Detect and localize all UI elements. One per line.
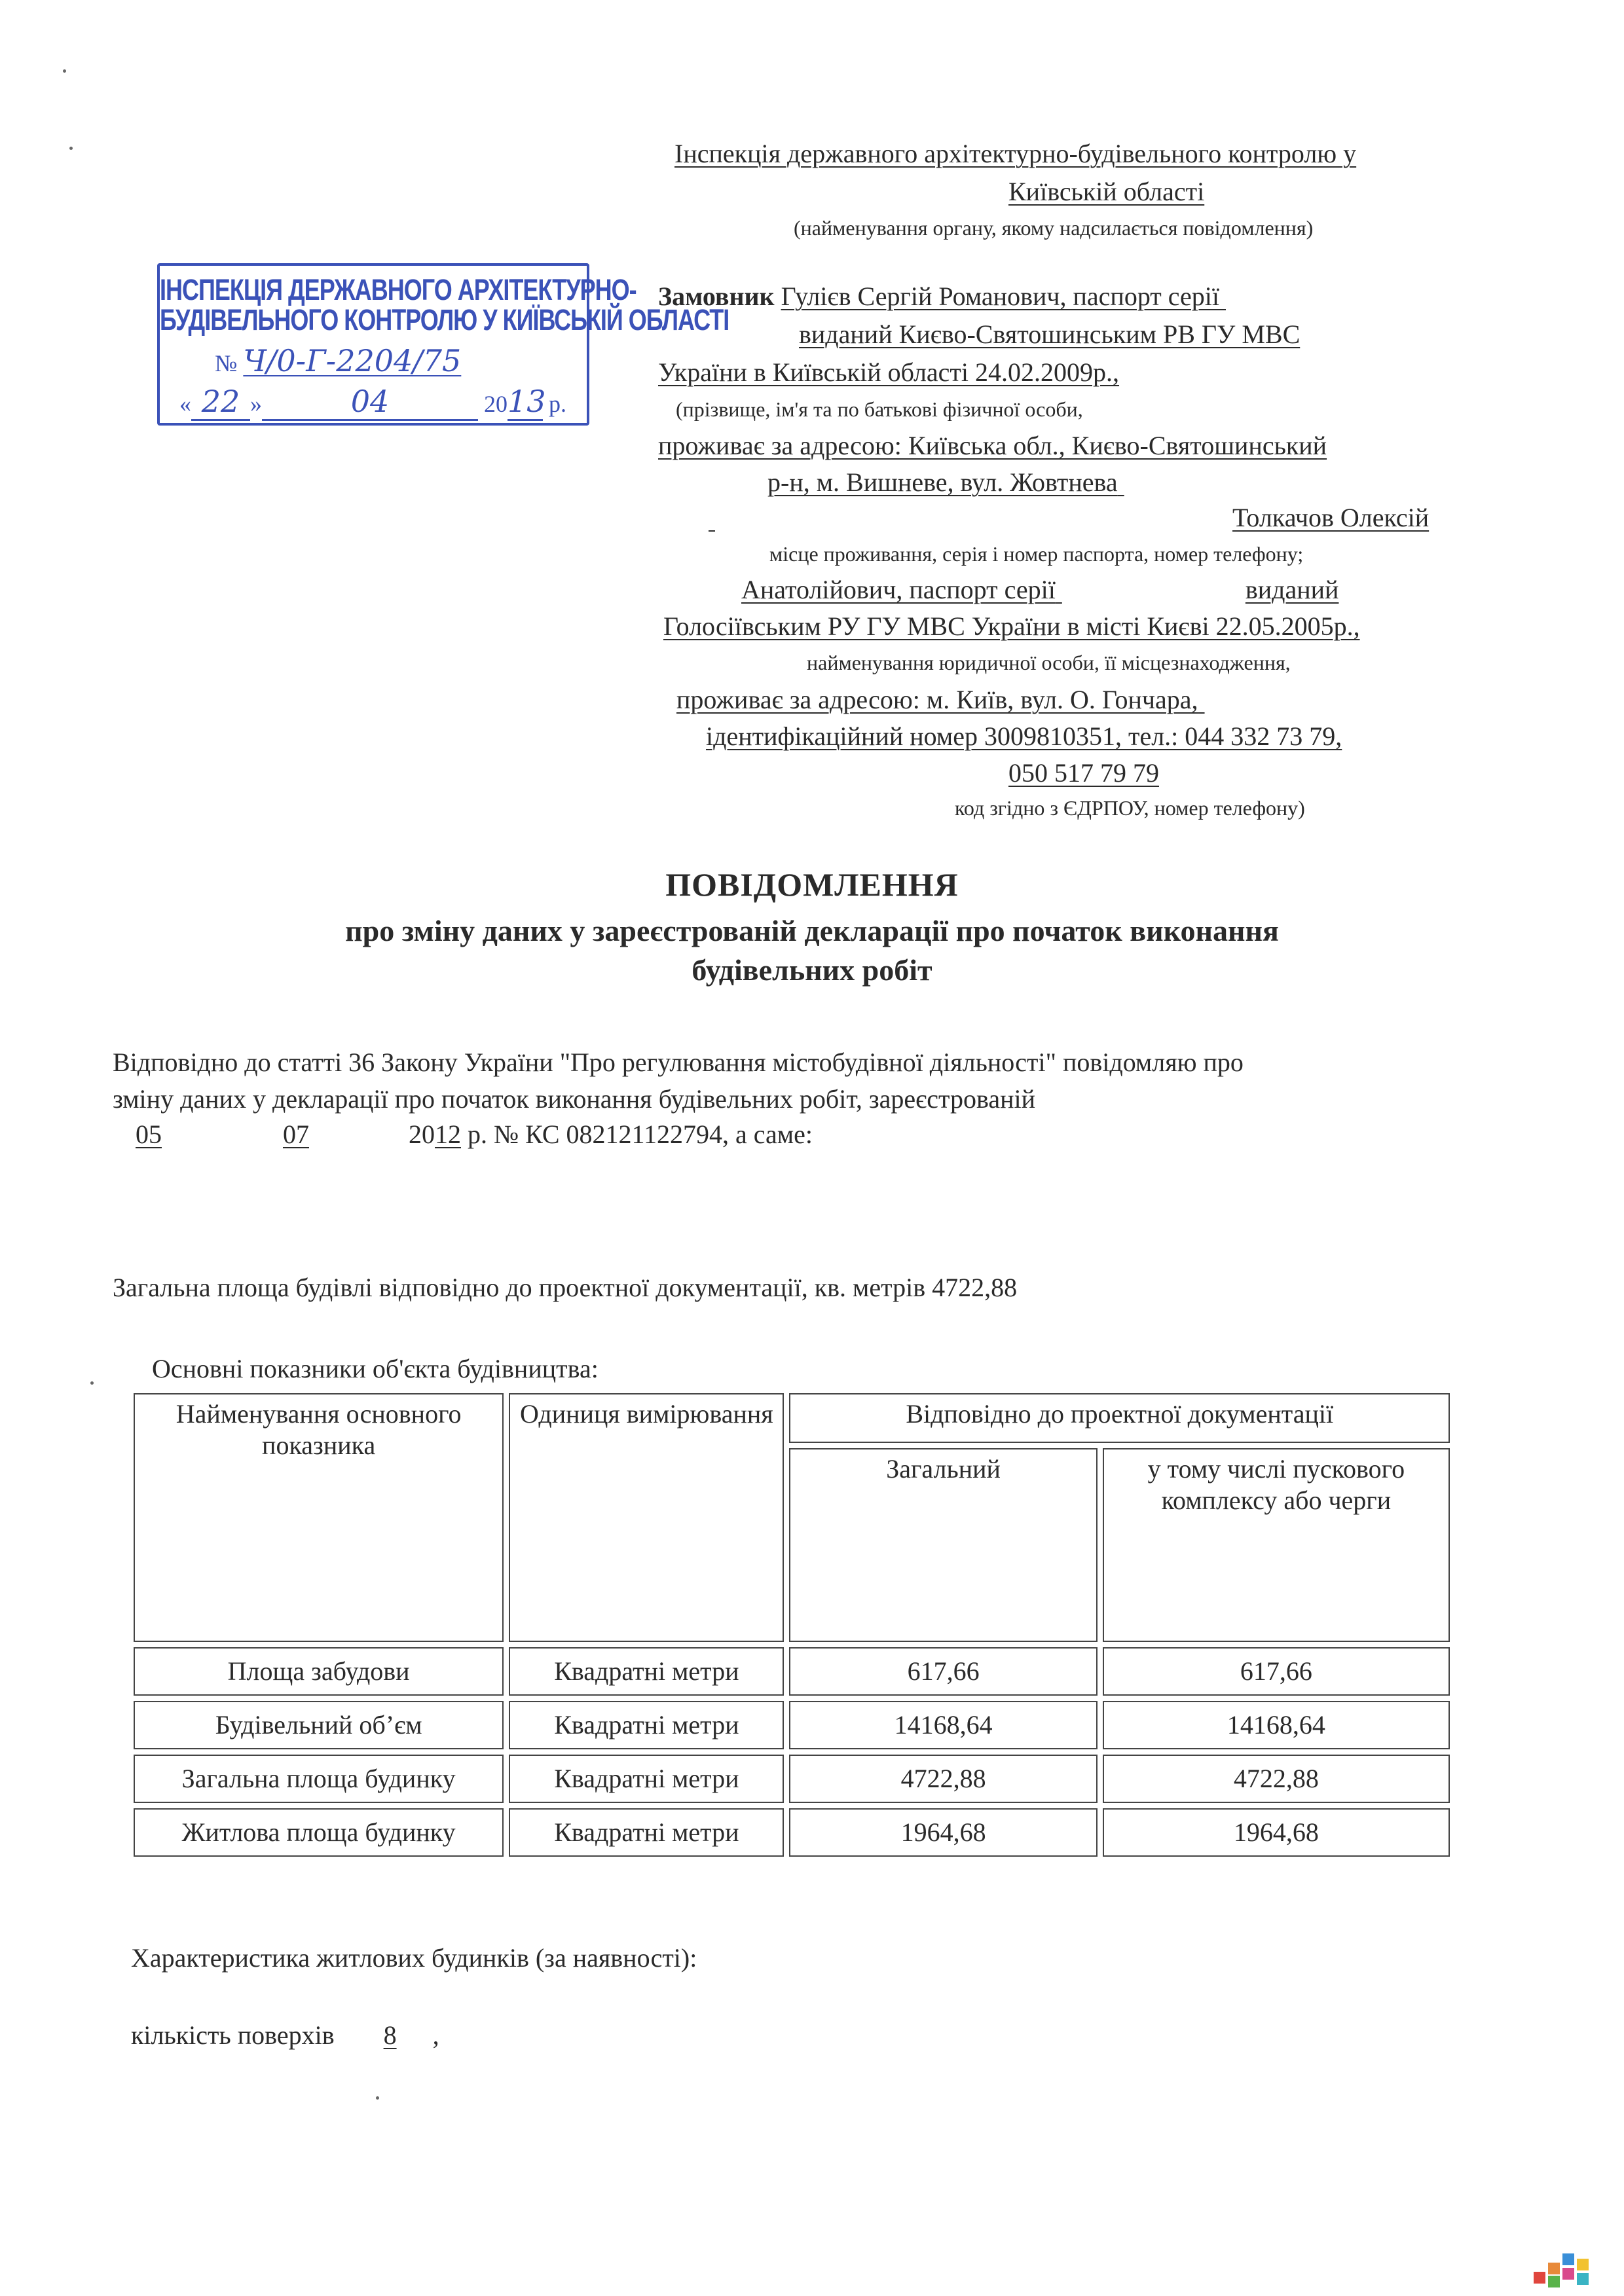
reg-month: 07 (283, 1120, 309, 1149)
watermark-logo (1534, 2253, 1599, 2287)
customer-issued: виданий Києво-Святошинським РВ ГУ МВС (799, 319, 1301, 349)
row-total: 1964,68 (789, 1808, 1097, 1857)
customer-caption4: код згідно з ЄДРПОУ, номер телефону) (955, 796, 1305, 820)
row-total: 4722,88 (789, 1755, 1097, 1803)
stamp-year-prefix: 20 (484, 391, 507, 417)
stamp-line2: БУДІВЕЛЬНОГО КОНТРОЛЮ У КИЇВСЬКІЙ ОБЛАСТІ (160, 302, 729, 337)
scan-speck (90, 1381, 94, 1385)
stamp-year-end: р. (549, 391, 566, 417)
reg-year-suffix: 12 (435, 1120, 461, 1149)
header-complex: у тому числі пускового комплексу або черги (1103, 1448, 1450, 1642)
scan-speck (63, 69, 66, 73)
customer-caption1: (прізвище, ім'я та по батькові фізичної особи, (676, 397, 1083, 421)
housing-title: Характеристика житлових будинків (за наявності): (131, 1943, 697, 1973)
reg-year-prefix: 20 (409, 1120, 435, 1149)
floors-line (131, 2019, 439, 2052)
row-complex: 4722,88 (1103, 1755, 1450, 1803)
customer2-address: проживає за адресою: м. Київ, вул. О. Гончара, (676, 685, 1198, 714)
customer-line1 (658, 280, 1278, 313)
customer-name: Гулієв Сергій Романович, паспорт серії (781, 282, 1219, 311)
header-name: Найменування основного показника (134, 1393, 504, 1642)
customer-line5 (767, 466, 1334, 499)
row-complex: 617,66 (1103, 1647, 1450, 1696)
table-row (134, 1808, 1450, 1857)
floors-value: 8 (383, 2020, 397, 2050)
body-paragraph-line1: Відповідно до статті 36 Закону України "Про регулювання містобудівної діяльності" повідомляю про (113, 1048, 1244, 1077)
table-row (134, 1701, 1450, 1749)
row-unit: Квадратні метри (509, 1647, 784, 1696)
customer-line8: Голосіївським РУ ГУ МВС України в місті Києві 22.05.2005р., (663, 611, 1360, 641)
body-paragraph-line2: зміну даних у декларації про початок виконання будівельних робіт, зареєстрованій (113, 1084, 1036, 1114)
recipient-line1: Інспекція державного архітектурно-будівельного контролю у (674, 139, 1357, 168)
customer-line3: України в Київській області 24.02.2009р., (658, 357, 1120, 387)
customer-caption2: місце проживання, серія і номер паспорта, номер телефону; (769, 542, 1304, 566)
customer-caption3: найменування юридичної особи, її місцезнаходження, (807, 651, 1291, 674)
stamp-year-suffix: 13 (507, 384, 543, 421)
stamp-month: 04 (262, 384, 478, 421)
stamp-day: 22 (191, 384, 250, 421)
row-unit: Квадратні метри (509, 1755, 784, 1803)
reg-rest: р. № КС 082121122794, а саме: (461, 1120, 813, 1149)
scan-speck (376, 2096, 379, 2100)
document-title: ПОВІДОМЛЕННЯ (665, 866, 959, 903)
row-complex: 1964,68 (1103, 1808, 1450, 1857)
row-name: Площа забудови (134, 1647, 504, 1696)
row-name: Будівельний об’єм (134, 1701, 504, 1749)
reg-day: 05 (136, 1120, 162, 1149)
customer-line6 (709, 501, 1429, 534)
scan-speck (69, 147, 73, 150)
registration-date-line (113, 1118, 813, 1151)
customer-address-street: р-н, м. Вишневе, вул. Жовтнева (767, 467, 1118, 497)
stamp-num-prefix: № (215, 350, 238, 376)
customer-line11: 050 517 79 79 (1008, 758, 1159, 788)
customer-line9 (676, 683, 1395, 716)
table-row (134, 1647, 1450, 1696)
customer2-passport: Анатолійович, паспорт серії (741, 575, 1056, 604)
header-project: Відповідно до проектної документації (789, 1393, 1450, 1443)
customer-line4: проживає за адресою: Київська обл., Києво-Святошинський (658, 431, 1327, 460)
customer2-issued: виданий (1245, 575, 1339, 604)
stamp-date: « 22 » 04 2013 р. (179, 384, 566, 421)
row-unit: Квадратні метри (509, 1701, 784, 1749)
document-subtitle-1: про зміну даних у зареєстрованій декларації про початок виконання (345, 914, 1279, 947)
customer2-surname: Толкачов Олексій (1232, 503, 1430, 532)
stamp-number (215, 343, 461, 378)
indicators-table (128, 1388, 1455, 1862)
recipient-line2: Київській області (1008, 177, 1205, 206)
row-name: Загальна площа будинку (134, 1755, 504, 1803)
recipient-caption: (найменування органу, якому надсилається повідомлення) (794, 216, 1314, 240)
stamp-number-value: Ч/0-Г-2204/75 (243, 343, 462, 378)
customer-line7 (741, 574, 1338, 606)
table-row (134, 1755, 1450, 1803)
row-total: 14168,64 (789, 1701, 1097, 1749)
row-total: 617,66 (789, 1647, 1097, 1696)
floors-label: кількість поверхів (131, 2020, 335, 2050)
row-unit: Квадратні метри (509, 1808, 784, 1857)
header-total: Загальний (789, 1448, 1097, 1642)
total-area-line: Загальна площа будівлі відповідно до проектної документації, кв. метрів 4722,88 (113, 1273, 1018, 1302)
row-complex: 14168,64 (1103, 1701, 1450, 1749)
floors-end: , (432, 2020, 439, 2050)
customer-line10: ідентифікаційний номер 3009810351, тел.: 044 332 73 79, (706, 721, 1342, 751)
customer-line2 (658, 318, 1300, 351)
indicators-title: Основні показники об'єкта будівництва: (152, 1354, 599, 1383)
document-subtitle-2: будівельних робіт (692, 953, 932, 987)
table-header-row (134, 1393, 1450, 1443)
customer-label: Замовник (658, 282, 775, 311)
row-name: Житлова площа будинку (134, 1808, 504, 1857)
stamp-line1: ІНСПЕКЦІЯ ДЕРЖАВНОГО АРХІТЕКТУРНО- (160, 272, 637, 306)
header-unit: Одиниця вимірювання (509, 1393, 784, 1642)
